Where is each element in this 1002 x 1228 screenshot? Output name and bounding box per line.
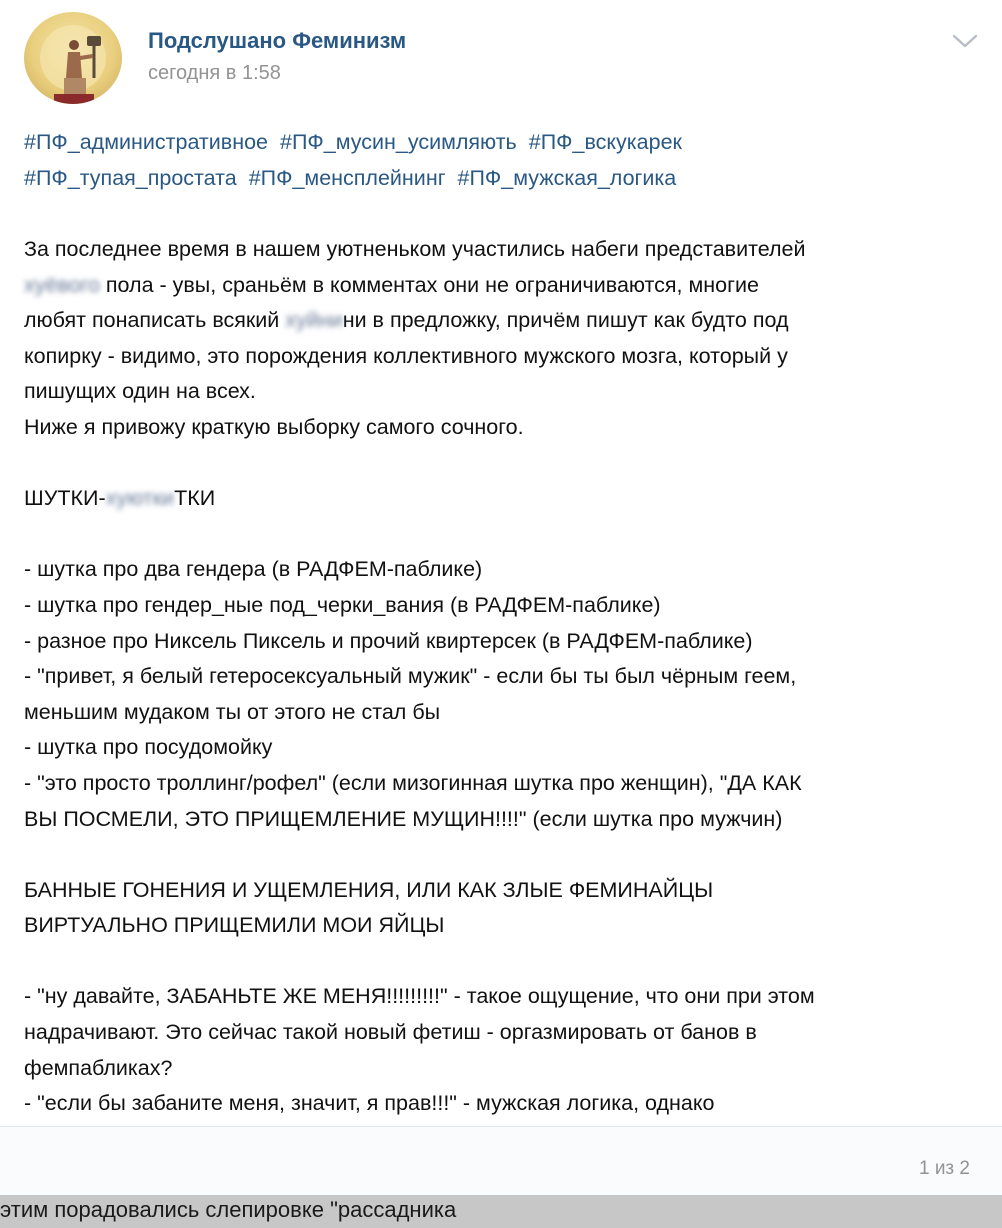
body-line: пишущих один на всех. — [24, 379, 256, 404]
body-line-text: пола - увы, сраньём в комментах они не ограничиваются, многие — [99, 272, 759, 297]
list-item: - "ну давайте, ЗАБАНЬТЕ ЖЕ МЕНЯ!!!!!!!!!" - такое ощущение, что они при этом — [24, 984, 815, 1009]
section-title: ВИРТУАЛЬНО ПРИЩЕМИЛИ МОИ ЯЙЦЫ — [24, 913, 445, 938]
list-item: фемпабликах? — [24, 1055, 173, 1080]
section-title — [24, 481, 984, 517]
cutoff-text: этим порадовались слепировке "рассадника — [0, 1197, 457, 1222]
list-item: меньшим мудаком ты от этого не стал бы — [24, 699, 441, 724]
viewer-footer — [0, 1127, 1002, 1195]
post-timestamp[interactable]: сегодня в 1:58 — [148, 62, 281, 84]
hashtag-link[interactable]: #ПФ_тупая_простата — [24, 166, 237, 190]
post-body — [24, 232, 984, 1122]
censored-word: хуйни — [285, 308, 343, 333]
body-line-text: ни в предложку, причём пишут как будто под — [342, 308, 789, 333]
paragraph-gap — [24, 517, 984, 553]
body-line — [24, 268, 984, 304]
paragraph-gap — [24, 944, 984, 980]
paragraph-gap — [24, 446, 984, 482]
hashtag-link[interactable]: #ПФ_административное — [24, 130, 268, 154]
hashtag-link[interactable]: #ПФ_вскукарек — [528, 130, 682, 154]
list-item: - разное про Никсель Пиксель и прочий квиртерсек (в РАДФЕМ-паблике) — [24, 628, 753, 653]
list-item: - шутка про гендер_ные под_черки_вания (в РАДФЕМ-паблике) — [24, 592, 661, 617]
body-line-text: любят понаписать всякий — [24, 308, 286, 333]
body-line — [24, 303, 984, 339]
hashtag-link[interactable]: #ПФ_менсплейнинг — [248, 166, 446, 190]
hashtag-link[interactable]: #ПФ_мусин_усимляють — [279, 130, 517, 154]
background-page-strip — [0, 1195, 1002, 1228]
chevron-down-icon[interactable] — [950, 30, 980, 52]
list-item: - "привет, я белый гетеросексуальный мужик" - если бы ты был чёрным геем, — [24, 664, 797, 689]
list-item: надрачивают. Это сейчас такой новый фетиш - оргазмировать от банов в — [24, 1020, 757, 1045]
section-title-text: ТКИ — [174, 486, 216, 511]
list-item: - шутка про два гендера (в РАДФЕМ-паблике) — [24, 557, 483, 582]
censored-word: хуёвого — [24, 272, 100, 297]
section-title: БАННЫЕ ГОНЕНИЯ И УЩЕМЛЕНИЯ, ИЛИ КАК ЗЛЫЕ ФЕМИНАЙЦЫ — [24, 877, 714, 902]
community-avatar[interactable] — [24, 12, 122, 104]
paragraph-gap — [24, 837, 984, 873]
list-item: - шутка про посудомойку — [24, 735, 273, 760]
community-name-link[interactable]: Подслушано Феминизм — [148, 28, 407, 53]
section-title-text: ШУТКИ- — [24, 486, 106, 511]
avatar-figure-icon — [24, 12, 122, 104]
body-line: копирку - видимо, это порождения коллективного мужского мозга, который у — [24, 343, 788, 368]
page-counter: 1 из 2 — [918, 1158, 970, 1179]
body-line: Ниже я привожу краткую выборку самого сочного. — [24, 414, 524, 439]
list-item: ВЫ ПОСМЕЛИ, ЭТО ПРИЩЕМЛЕНИЕ МУЩИН!!!!" (если шутка про мужчин) — [24, 806, 783, 831]
hashtag-list — [24, 124, 984, 196]
censored-word: хуютки — [105, 486, 175, 511]
body-line: За последнее время в нашем уютненьком участились набеги представителей — [24, 237, 806, 261]
list-item: - "если бы забаните меня, значит, я прав!!!" - мужская логика, однако — [24, 1091, 715, 1116]
list-item: - "это просто троллинг/рофел" (если мизогинная шутка про женщин), "ДА КАК — [24, 770, 802, 795]
hashtag-link[interactable]: #ПФ_мужская_логика — [457, 166, 677, 190]
